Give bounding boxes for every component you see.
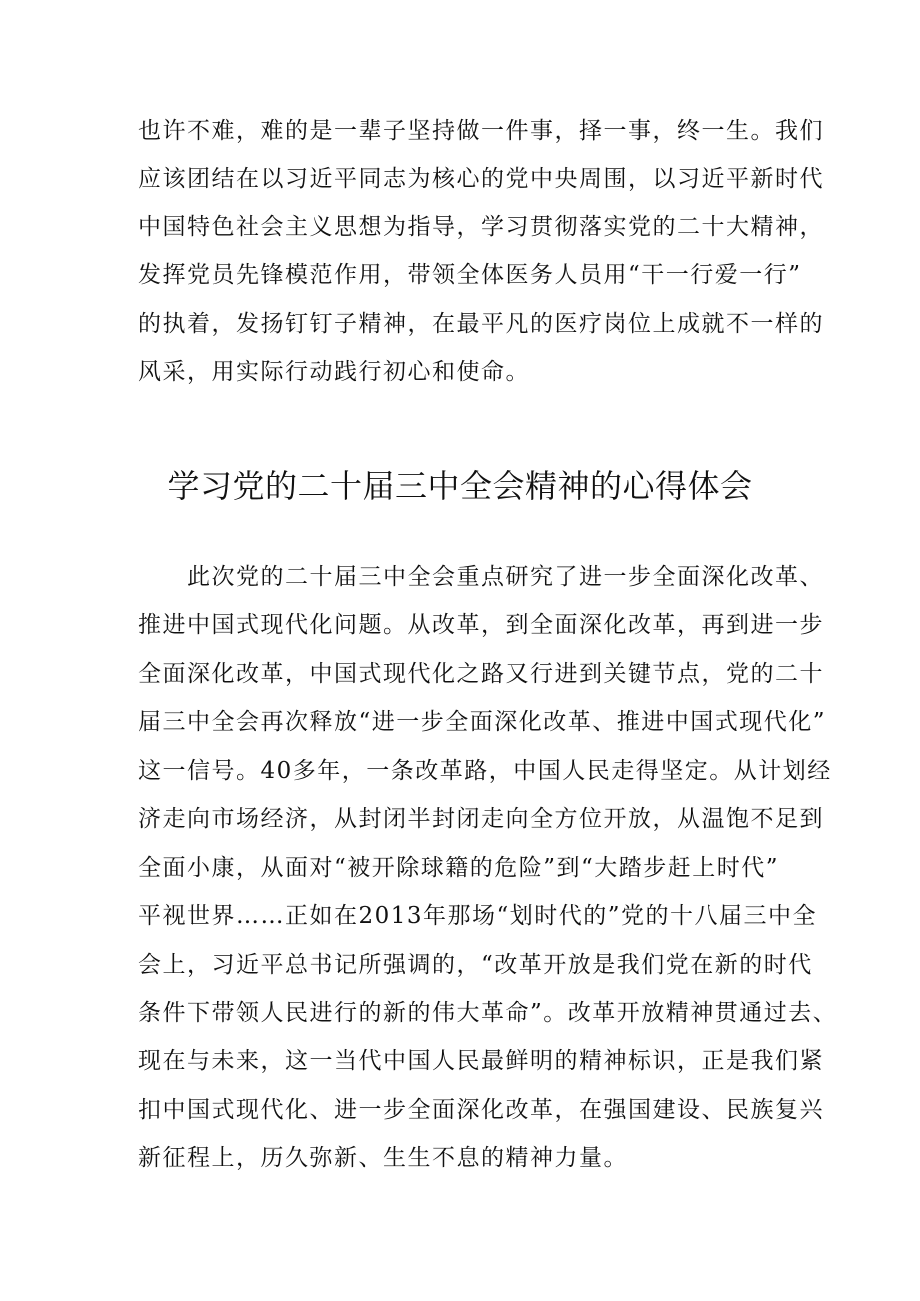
text-line: 济走向市场经济，从封闭半封闭走向全方位开放，从温饱不足到 (138, 806, 824, 832)
text-line: 会上，习近平总书记所强调的，“改革开放是我们党在新的时代 (138, 952, 813, 978)
text-line: 条件下带领人民进行的新的伟大革命”。改革开放精神贯通过去、 (138, 1000, 838, 1026)
text-line: 这一信号。40多年，一条改革路，中国人民走得坚定。从计划经 (138, 758, 832, 784)
text-line: 应该团结在以习近平同志为核心的党中央周围，以习近平新时代 (138, 166, 824, 192)
text-line: 中国特色社会主义思想为指导，学习贯彻落实党的二十大精神， (138, 214, 824, 240)
text-line: 届三中全会再次释放“进一步全面深化改革、推进中国式现代化” (138, 709, 827, 735)
text-line: 新征程上，历久弥新、生生不息的精神力量。 (138, 1145, 628, 1171)
text-line: 全面深化改革，中国式现代化之路又行进到关键节点，党的二十 (138, 661, 824, 687)
text-line: 的执着，发扬钉钉子精神，在最平凡的医疗岗位上成就不一样的 (138, 311, 824, 337)
page-title: 学习党的二十届三中全会精神的心得体会 (167, 467, 753, 505)
text-line: 发挥党员先锋模范作用，带领全体医务人员用“干一行爱一行” (138, 262, 802, 288)
text-line: 也许不难，难的是一辈子坚持做一件事，择一事，终一生。我们 (138, 118, 824, 144)
text-line: 推进中国式现代化问题。从改革，到全面深化改革，再到进一步 (138, 612, 824, 638)
text-line: 扣中国式现代化、进一步全面深化改革，在强国建设、民族复兴 (138, 1097, 824, 1123)
text-line: 平视世界……正如在2013年那场“划时代的”党的十八届三中全 (138, 903, 818, 929)
text-line: 风采，用实际行动践行初心和使命。 (138, 359, 530, 385)
text-line: 全面小康，从面对“被开除球籍的危险”到“大踏步赶上时代” (138, 855, 780, 881)
text-line: 此次党的二十届三中全会重点研究了进一步全面深化改革、 (138, 564, 824, 590)
text-line: 现在与未来，这一当代中国人民最鲜明的精神标识，正是我们紧 (138, 1048, 824, 1074)
